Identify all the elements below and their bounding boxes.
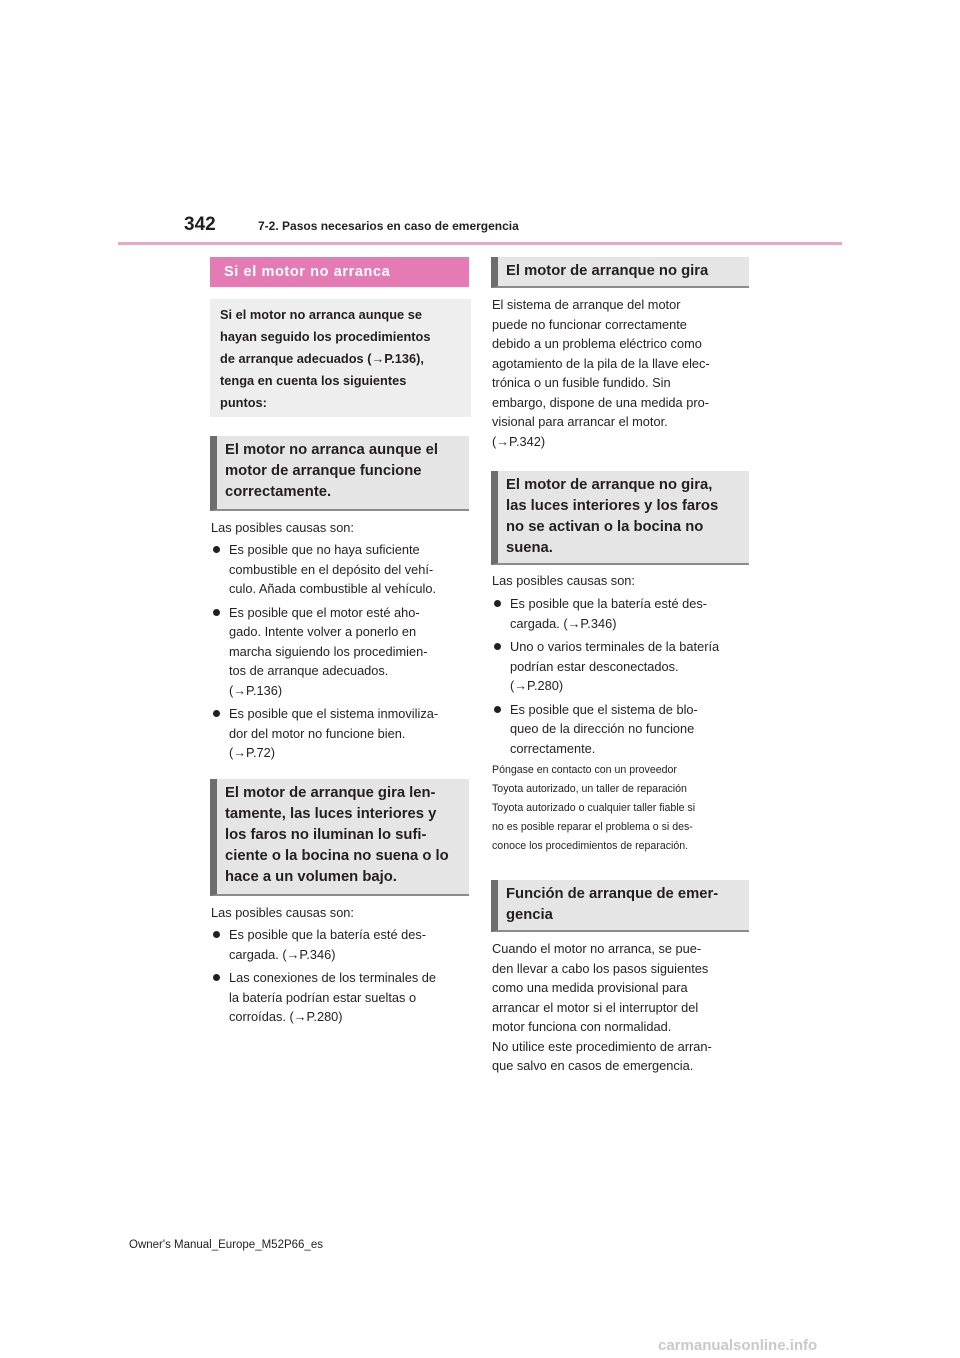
- heading-line: El motor de arranque no gira,: [506, 477, 713, 493]
- heading-line: El motor no arranca aunque el: [225, 442, 438, 458]
- list-item: [211, 704, 473, 763]
- list-item: [211, 603, 473, 701]
- list-item-line: queo de la dirección no funcione: [510, 721, 695, 736]
- causes-label: Las posibles causas son:: [211, 905, 354, 920]
- heading-line: ciente o la bocina no suena o lo: [225, 848, 449, 864]
- note-line: Toyota autorizado, un taller de reparación: [492, 783, 687, 795]
- paragraph-line: debido a un problema eléctrico como: [492, 336, 702, 351]
- causes-label: Las posibles causas son:: [211, 520, 354, 535]
- paragraph-line: trónica o un fusible fundido. Sin: [492, 375, 671, 390]
- list-item-line: combustible en el depósito del vehí-: [229, 561, 434, 577]
- heading-line: correctamente.: [225, 484, 332, 500]
- watermark: carmanualsonline.info: [658, 1337, 818, 1354]
- footer-doc-id: Owner's Manual_Europe_M52P66_es: [129, 1239, 323, 1251]
- note-line: Toyota autorizado o cualquier taller fiable si: [492, 802, 696, 814]
- paragraph-line: puede no funcionar correctamente: [492, 316, 687, 332]
- causes-list: [211, 925, 473, 1031]
- heading-line: las luces interiores y los faros: [506, 498, 719, 514]
- paragraph-line: arrancar el motor si el interruptor del: [492, 999, 699, 1015]
- list-item-line: Es posible que el sistema inmoviliza-: [229, 706, 439, 721]
- paragraph-line: embargo, dispone de una medida pro-: [492, 394, 709, 410]
- list-item-line: la batería podrían estar sueltas o: [229, 989, 417, 1005]
- list-item-line: marcha siguiendo los procedimien-: [229, 643, 428, 659]
- paragraph-line: den llevar a cabo los pasos siguientes: [492, 960, 709, 976]
- paragraph-line: que salvo en casos de emergencia.: [492, 1058, 694, 1073]
- causes-list: [211, 540, 473, 767]
- intro-line: Si el motor no arranca aunque se: [220, 307, 422, 322]
- list-item-line: cargada. (→P.346): [510, 615, 617, 631]
- intro-line: puntos:: [220, 395, 267, 410]
- list-item-line: Es posible que la batería esté des-: [510, 596, 708, 611]
- list-item-line: cargada. (→P.346): [229, 946, 336, 962]
- list-item-line: Es posible que la batería esté des-: [229, 927, 427, 942]
- heading-arranque-lento: [210, 779, 469, 896]
- header-rule: [118, 242, 842, 245]
- page-number: 342: [184, 214, 216, 235]
- note-line: conoce los procedimientos de reparación.: [492, 840, 689, 852]
- list-item: [492, 594, 754, 633]
- paragraph: [492, 295, 710, 451]
- list-item-line: gado. Intente volver a ponerlo en: [229, 624, 417, 639]
- paragraph: [492, 939, 712, 1076]
- list-item-line: (→P.136): [229, 682, 283, 698]
- list-item: [211, 925, 473, 964]
- heading-motor-no-arranca: [210, 436, 469, 511]
- heading-line: El motor de arranque no gira: [506, 263, 709, 279]
- paragraph-line: motor funciona con normalidad.: [492, 1019, 672, 1034]
- causes-label: Las posibles causas son:: [492, 573, 635, 588]
- list-item: [211, 968, 473, 1027]
- section-title: 7-2. Pasos necesarios en caso de emergencia: [258, 219, 519, 233]
- heading-line: suena.: [506, 540, 553, 556]
- paragraph-line: agotamiento de la pila de la llave elec-: [492, 355, 710, 371]
- list-item-line: Las conexiones de los terminales de: [229, 970, 437, 985]
- causes-list: [492, 594, 754, 762]
- list-item-line: dor del motor no funcione bien.: [229, 725, 406, 741]
- paragraph-line: El sistema de arranque del motor: [492, 297, 681, 312]
- heading-line: no se activan o la bocina no: [506, 519, 704, 535]
- intro-box: [210, 299, 471, 417]
- list-item-line: corroídas. (→P.280): [229, 1009, 343, 1024]
- note-line: no es posible reparar el problema o si des-: [492, 821, 693, 833]
- heading-line: gencia: [506, 907, 553, 923]
- paragraph-line: (→P.342): [492, 433, 546, 449]
- list-item-line: (→P.280): [510, 678, 564, 693]
- heading-line: Función de arranque de emer-: [506, 886, 719, 902]
- list-item-line: Es posible que el sistema de blo-: [510, 701, 698, 717]
- list-item-line: tos de arranque adecuados.: [229, 663, 389, 678]
- main-section-banner: Si el motor no arranca: [210, 257, 469, 287]
- list-item-line: culo. Añada combustible al vehículo.: [229, 581, 437, 596]
- heading-line: hace a un volumen bajo.: [225, 869, 397, 885]
- heading-line: El motor de arranque gira len-: [225, 785, 436, 801]
- note-line: Póngase en contacto con un proveedor: [492, 764, 677, 776]
- list-item: [211, 540, 473, 599]
- list-item-line: Uno o varios terminales de la batería: [510, 639, 720, 654]
- paragraph-line: visional para arrancar el motor.: [492, 414, 668, 429]
- heading-line: los faros no iluminan lo sufi-: [225, 827, 427, 843]
- list-item: [492, 700, 754, 759]
- intro-line: tenga en cuenta los siguientes: [220, 373, 407, 388]
- heading-arranque-no-gira: [491, 257, 749, 288]
- intro-line: de arranque adecuados (→P.136),: [220, 351, 424, 366]
- note: [492, 761, 695, 856]
- paragraph-line: Cuando el motor no arranca, se pue-: [492, 941, 702, 956]
- list-item-line: podrían estar desconectados.: [510, 658, 679, 674]
- list-item: [492, 637, 754, 696]
- heading-sin-luces: [491, 471, 749, 565]
- list-item-line: correctamente.: [510, 740, 596, 756]
- heading-line: tamente, las luces interiores y: [225, 806, 437, 822]
- list-item-line: Es posible que el motor esté aho-: [229, 604, 420, 620]
- paragraph-line: como una medida provisional para: [492, 980, 688, 995]
- paragraph-line: No utilice este procedimiento de arran-: [492, 1038, 712, 1054]
- heading-line: motor de arranque funcione: [225, 463, 422, 479]
- list-item-line: Es posible que no haya suficiente: [229, 542, 420, 557]
- list-item-line: (→P.72): [229, 745, 275, 760]
- heading-funcion-emergencia: [491, 880, 749, 932]
- intro-line: hayan seguido los procedimientos: [220, 329, 431, 344]
